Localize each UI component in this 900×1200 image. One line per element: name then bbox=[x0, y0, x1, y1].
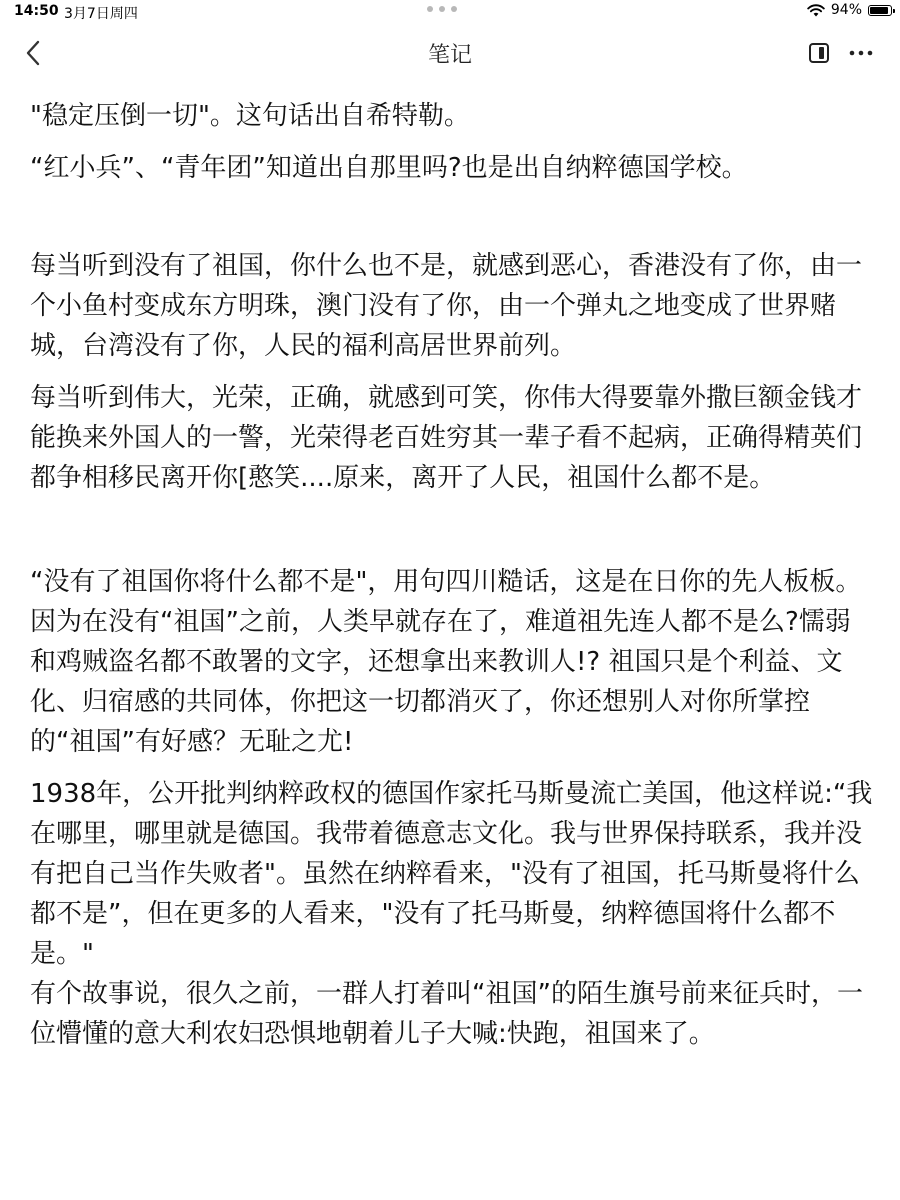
page-title: 笔记 bbox=[427, 43, 472, 68]
ellipsis-icon bbox=[849, 50, 873, 56]
note-paragraph: 1938年，公开批判纳粹政权的德国作家托马斯曼流亡美国，他这样说:“我在哪里，哪里就是德国。我带着德意志文化。我与世界保持联系，我并没有把自己当作失败者"。虽然在纳粹看来，"没有了祖国，托马斯曼将什么都不是”，但在更多的人看来，"没有了托马斯曼，纳粹德国将什么都不是。" bbox=[30, 779, 873, 969]
status-right bbox=[807, 2, 892, 18]
battery-percent: 94% bbox=[830, 2, 862, 18]
note-paragraph: 每当听到没有了祖国，你什么也不是，就感到恶心，香港没有了你，由一个小鱼村变成东方明珠，澳门没有了你，由一个弹丸之地变成了世界赌城，台湾没有了你，人民的福利高居世界前列。 bbox=[30, 251, 863, 361]
wifi-icon bbox=[807, 4, 825, 17]
sidebar-toggle-button[interactable] bbox=[806, 40, 832, 66]
status-bar bbox=[0, 0, 900, 24]
note-paragraph: “没有了祖国你将什么都不是"，用句四川糙话，这是在日你的先人板板。因为在没有“祖国”之前，人类早就存在了，难道祖先连人都不是么?懦弱和鸡贼盗名都不敢署的文字，还想拿出来教训人!? 祖国只是个利益、文化、归宿感的共同体，你把这一切都消灭了，你还想别人对你所掌控的“祖国”有好感？无耻之尤! bbox=[30, 567, 862, 757]
status-date: 3月7日周四 bbox=[64, 6, 138, 22]
note-body[interactable] bbox=[30, 96, 875, 1066]
multitasking-dots-icon[interactable] bbox=[427, 6, 457, 12]
battery-icon bbox=[868, 5, 892, 16]
sidebar-toggle-icon bbox=[808, 42, 830, 64]
note-paragraph: 每当听到伟大，光荣，正确，就感到可笑，你伟大得要靠外撒巨额金钱才能换来外国人的一警，光荣得老百姓穷其一辈子看不起病，正确得精英们都争相移民离开你[憨笑....原来，离开了人民，祖国什么都不是。 bbox=[30, 383, 863, 493]
status-time: 14:50 bbox=[14, 3, 59, 19]
navigation-bar bbox=[0, 30, 900, 76]
battery-fill bbox=[870, 7, 888, 14]
more-options-button[interactable] bbox=[846, 40, 876, 66]
note-paragraph: "稳定压倒一切"。这句话出自希特勒。 bbox=[30, 101, 470, 131]
note-paragraph: 有个故事说，很久之前，一群人打着叫“祖国”的陌生旗号前来征兵时，一位懵懂的意大利农妇恐惧地朝着儿子大喊:快跑，祖国来了。 bbox=[30, 979, 863, 1049]
note-paragraph: “红小兵”、“青年团”知道出自那里吗?也是出自纳粹德国学校。 bbox=[30, 153, 748, 183]
